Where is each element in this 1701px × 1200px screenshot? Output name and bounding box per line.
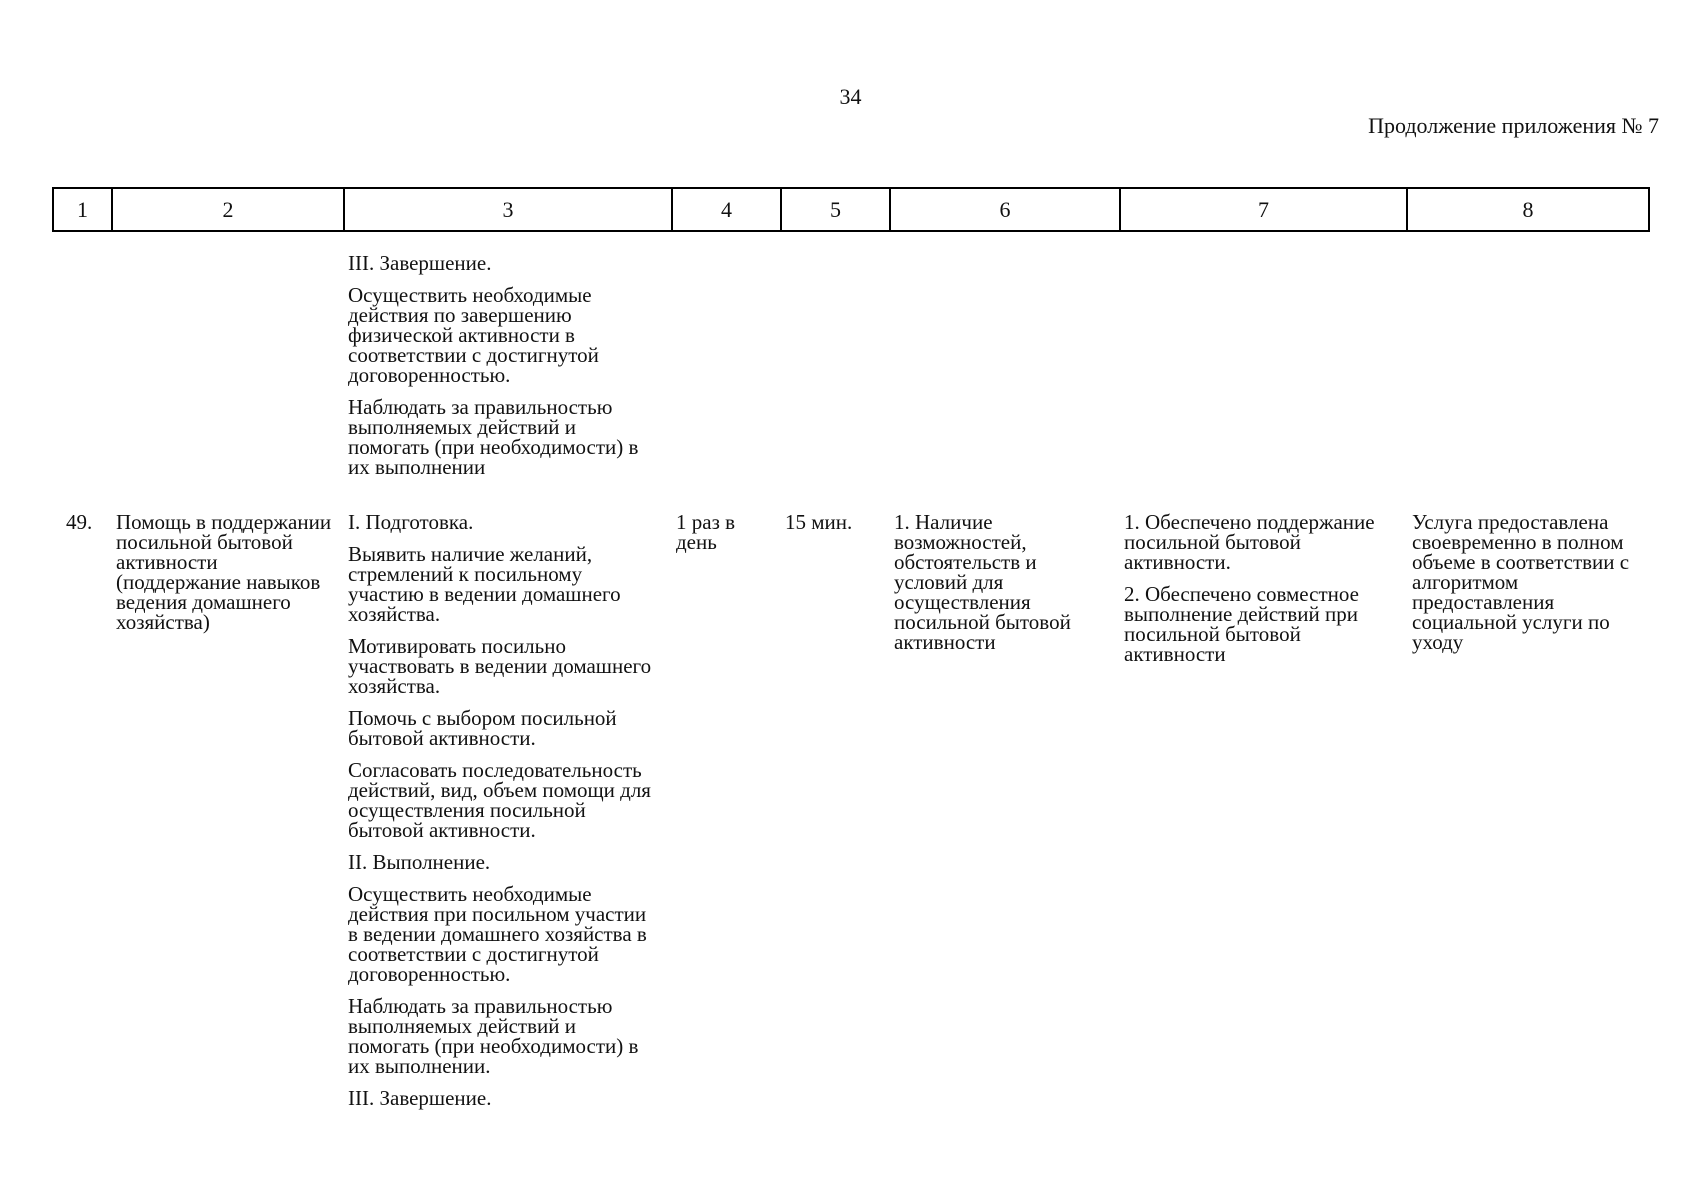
header-cell-5: 5: [780, 189, 889, 230]
service-conditions: 1. Наличие возможностей, обстоятельств и условий для осуществления посильной бытовой активности: [894, 510, 1071, 654]
header-cell-4: 4: [671, 189, 780, 230]
carryover-step: III. Завершение.: [348, 251, 492, 275]
service-step: Осуществить необходимые действия при посильном участии в ведении домашнего хозяйства в соответствии с достигнутой договоренностью.: [348, 882, 647, 986]
service-duration: 15 мин.: [785, 510, 853, 534]
header-cell-8: 8: [1406, 189, 1648, 230]
service-assessment: Услуга предоставлена своевременно в полном объеме в соответствии с алгоритмом предоставления социальной услуги по уходу: [1412, 510, 1630, 654]
service-step: Согласовать последовательность действий, вид, объем помощи для осуществления посильной бытовой активности.: [348, 758, 651, 842]
service-step: Мотивировать посильно участвовать в ведении домашнего хозяйства.: [348, 634, 652, 698]
service-step: Выявить наличие желаний, стремлений к посильному участию в ведении домашнего хозяйства.: [348, 542, 621, 626]
table-header-row: [52, 187, 1650, 232]
header-cell-7: 7: [1119, 189, 1406, 230]
service-frequency: 1 раз в день: [676, 510, 736, 554]
service-result: 1. Обеспечено поддержание посильной бытовой активности.: [1124, 510, 1375, 574]
carryover-step: Осуществить необходимые действия по завершению физической активности в соответствии с достигнутой договоренностью.: [348, 283, 599, 387]
service-results: [1124, 512, 1400, 664]
service-step: I. Подготовка.: [348, 510, 474, 534]
service-step: Помочь с выбором посильной бытовой активности.: [348, 706, 617, 750]
carryover-steps: [348, 253, 658, 477]
appendix-continuation: Продолжение приложения № 7: [1368, 113, 1659, 138]
header-cell-2: 2: [111, 189, 343, 230]
carryover-step: Наблюдать за правильностью выполняемых действий и помогать (при необходимости) в их выполнении: [348, 395, 639, 479]
service-name: Помощь в поддержании посильной бытовой активности (поддержание навыков ведения домашнего хозяйства): [116, 510, 332, 634]
header-cell-6: 6: [889, 189, 1119, 230]
page-number: 34: [839, 84, 862, 109]
service-steps: [348, 512, 660, 1108]
header-cell-3: 3: [343, 189, 671, 230]
row-number: 49.: [66, 510, 93, 534]
service-step: III. Завершение.: [348, 1086, 492, 1110]
header-cell-1: 1: [77, 196, 88, 222]
service-step: Наблюдать за правильностью выполняемых действий и помогать (при необходимости) в их выполнении.: [348, 994, 639, 1078]
service-step: II. Выполнение.: [348, 850, 491, 874]
service-result: 2. Обеспечено совместное выполнение действий при посильной бытовой активности: [1124, 582, 1359, 666]
